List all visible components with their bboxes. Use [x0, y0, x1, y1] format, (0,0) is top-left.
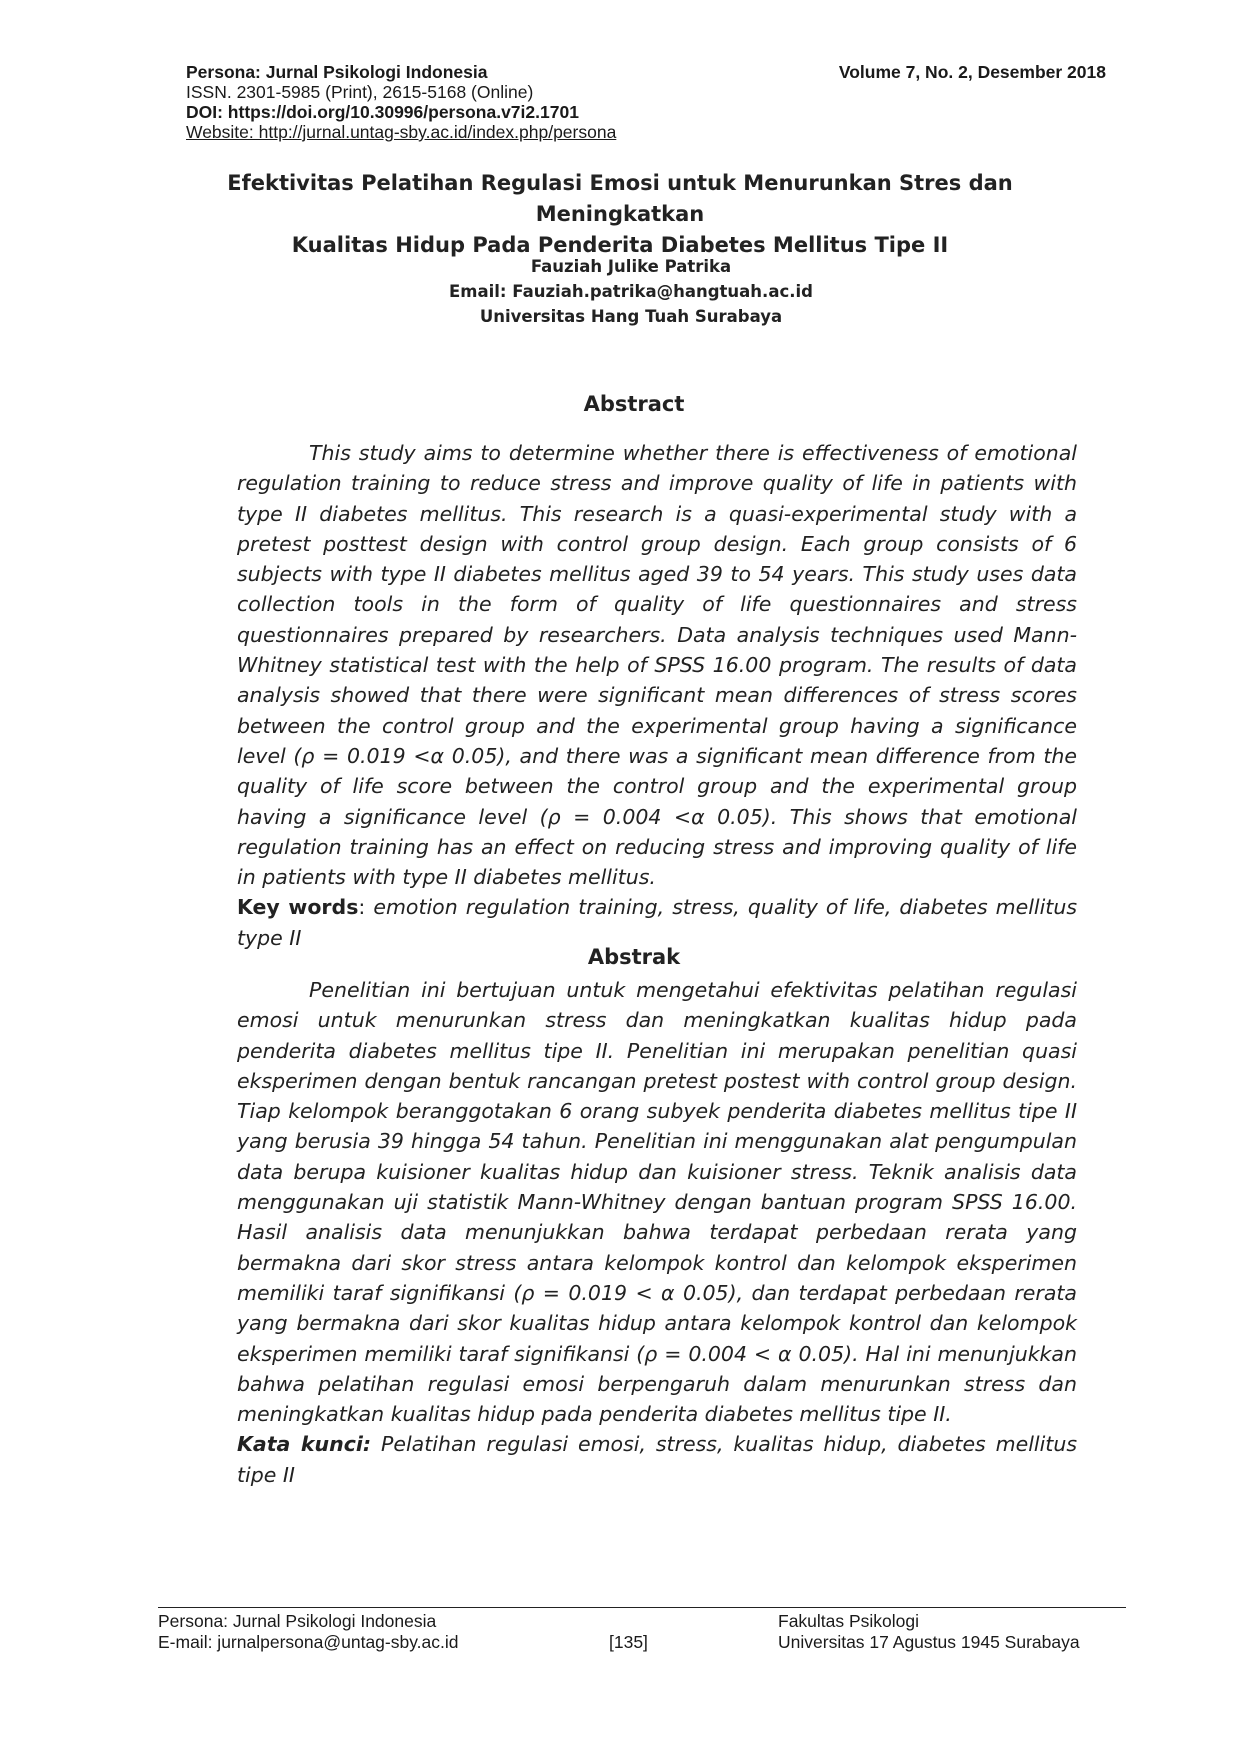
- abstrak-body: [237, 975, 1077, 1490]
- kata-kunci-value: Pelatihan regulasi emosi, stress, kualitas hidup, diabetes mellitus tipe II: [237, 1432, 1078, 1487]
- title-line-1: Efektivitas Pelatihan Regulasi Emosi untuk Menurunkan Stres dan Meningkatkan: [227, 171, 1013, 226]
- footer-email[interactable]: E-mail: jurnalpersona@untag-sby.ac.id: [158, 1632, 459, 1652]
- page-number: [135]: [609, 1632, 648, 1652]
- abstrak-text: Penelitian ini bertujuan untuk mengetahui efektivitas pelatihan regulasi emosi untuk menurunkan stress dan meningkatkan kualitas hidup pada penderita diabetes mellitus tipe II. Penelitian ini merupakan penelitian quasi eksperimen dengan bentuk rancangan pretest postest with control group design. Tiap kelompok beranggotakan 6 orang subyek penderita diabetes mellitus tipe II yang berusia 39 hingga 54 tahun. Penelitian ini menggunakan alat pengumpulan data berupa kuisioner kualitas hidup dan kuisioner stress. Teknik analisis data menggunakan uji statistik Mann-Whitney dengan bantuan program SPSS 16.00. Hasil analisis data menunjukkan bahwa terdapat perbedaan rerata yang bermakna dari skor stress antara kelompok kontrol dan kelompok eksperimen memiliki taraf signifikansi (ρ = 0.019 < α 0.05), dan terdapat perbedaan rerata yang bermakna dari skor kualitas hidup antara kelompok kontrol dan kelompok eksperimen memiliki taraf signifikansi (ρ = 0.004 < α 0.05). Hal ini menunjukkan bahwa pelatihan regulasi emosi berpengaruh dalam menurunkan stress dan meningkatkan kualitas hidup pada penderita diabetes mellitus tipe II.: [237, 978, 1077, 1427]
- issn: ISSN. 2301-5985 (Print), 2615-5168 (Online): [186, 82, 534, 102]
- keywords-label: Key words: [237, 895, 359, 920]
- doi-link[interactable]: DOI: https://doi.org/10.30996/persona.v7i2.1701: [186, 102, 579, 122]
- abstract-text: This study aims to determine whether there is effectiveness of emotional regulation training to reduce stress and improve quality of life in patients with type II diabetes mellitus. This research is a quasi-experimental study with a pretest posttest design with control group design. Each group consists of 6 subjects with type II diabetes mellitus aged 39 to 54 years. This study uses data collection tools in the form of quality of life questionnaires and stress questionnaires prepared by researchers. Data analysis techniques used Mann-Whitney statistical test with the help of SPSS 16.00 program. The results of data analysis showed that there were significant mean differences of stress scores between the control group and the experimental group having a significance level (ρ = 0.019 <α 0.05), and there was a significant mean difference from the quality of life score between the control group and the experimental group having a significance level (ρ = 0.004 <α 0.05). This shows that emotional regulation training has an effect on reducing stress and improving quality of life in patients with type II diabetes mellitus.: [237, 441, 1077, 890]
- paper-title: [150, 168, 1090, 261]
- footer-faculty: Fakultas Psikologi: [778, 1611, 920, 1631]
- footer-divider: [158, 1607, 1126, 1608]
- abstrak-keywords: [237, 1429, 1077, 1490]
- journal-name: Persona: Jurnal Psikologi Indonesia: [186, 62, 488, 82]
- website-link[interactable]: Website: http://jurnal.untag-sby.ac.id/index.php/persona: [186, 122, 617, 142]
- author-affiliation: Universitas Hang Tuah Surabaya: [479, 307, 783, 326]
- journal-header: [186, 62, 1106, 142]
- footer-right: [778, 1611, 1080, 1653]
- abstract-body: [237, 438, 1077, 953]
- abstract-heading: Abstract: [583, 392, 685, 416]
- author-block: [0, 254, 1240, 329]
- volume-info: Volume 7, No. 2, Desember 2018: [838, 62, 1106, 82]
- author-email[interactable]: Email: Fauziah.patrika@hangtuah.ac.id: [449, 282, 813, 301]
- kata-kunci-label: Kata kunci:: [237, 1432, 372, 1457]
- author-name: Fauziah Julike Patrika: [530, 257, 732, 276]
- keywords-value: emotion regulation training, stress, quality of life, diabetes mellitus type II: [237, 895, 1077, 950]
- abstract-keywords: Key words: emotion regulation training, stress, quality of life, diabetes mellitus type II: [237, 895, 1077, 950]
- footer-left: [158, 1611, 459, 1653]
- title-line-2: Kualitas Hidup Pada Penderita Diabetes Mellitus Tipe II: [291, 233, 949, 257]
- footer-journal: Persona: Jurnal Psikologi Indonesia: [158, 1611, 437, 1631]
- footer-university: Universitas 17 Agustus 1945 Surabaya: [778, 1632, 1080, 1652]
- abstrak-heading: Abstrak: [587, 945, 681, 969]
